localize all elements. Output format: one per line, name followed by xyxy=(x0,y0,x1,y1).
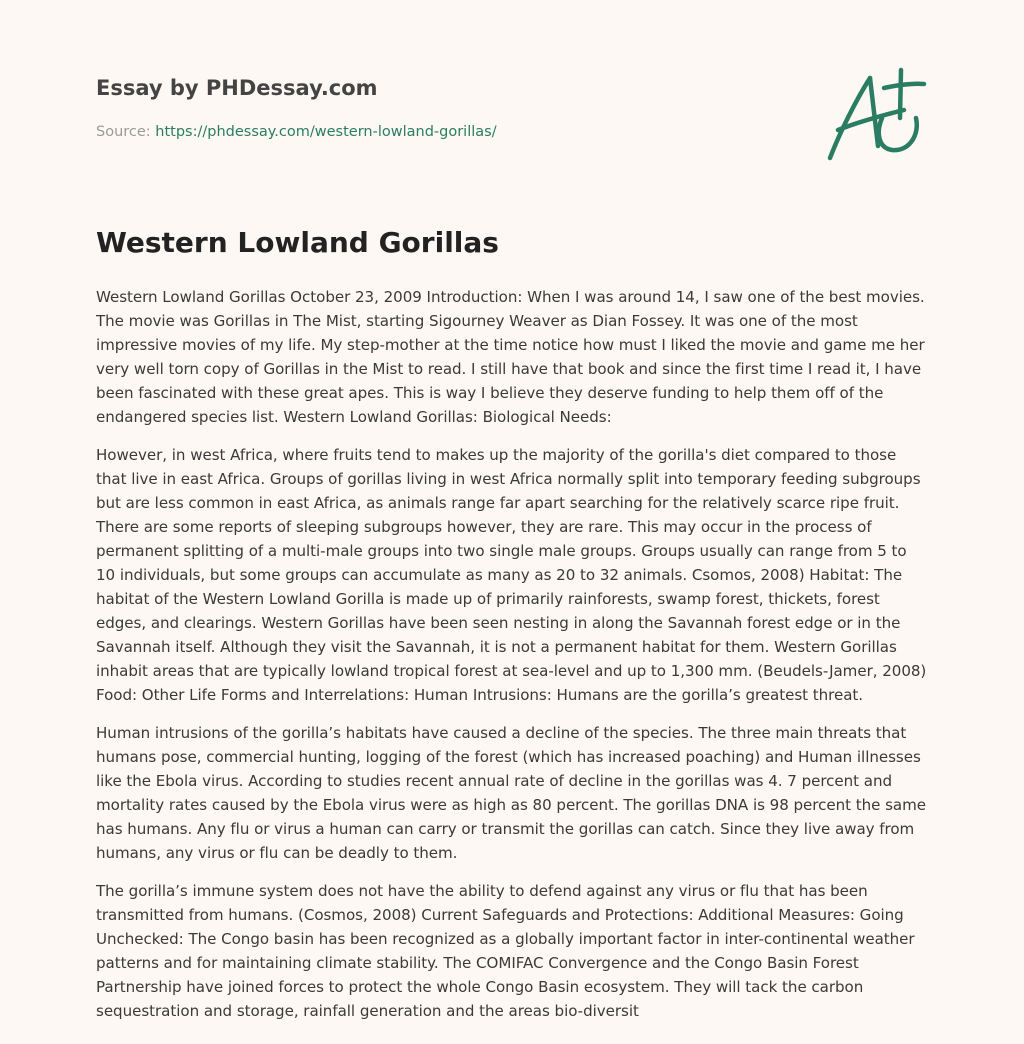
source-label: Source: xyxy=(96,124,156,140)
site-brand: Essay by PHDessay.com xyxy=(96,76,378,100)
essay-paragraph: Western Lowland Gorillas October 23, 2009 Introduction: When I was around 14, I saw one of the best movies. The movie was Gorillas in The Mist, starting Sigourney Weaver as Dian Fossey. It was one of the most impressive movies of my life. My step-mother at the time notice how must I liked the movie and game me her very well torn copy of Gorillas in the Mist to read. I still have that book and since the first time I read it, I have been fascinated with these great apes. This is way I believe they deserve funding to help them off of the endangered species list. Western Lowland Gorillas: Biological Needs: xyxy=(96,288,925,426)
essay-paragraph: Human intrusions of the gorilla’s habitats have caused a decline of the species. The three main threats that humans pose, commercial hunting, logging of the forest (which has increased poaching) and Human illnesses like the Ebola virus. According to studies recent annual rate of decline in the gorillas was 4. 7 percent and mortality rates caused by the Ebola virus were as high as 80 percent. The gorillas DNA is 98 percent the same has humans. Any flu or virus a human can carry or transmit the gorillas can catch. Since they live away from humans, any virus or flu can be deadly to them. xyxy=(96,724,926,862)
essay-title: Western Lowland Gorillas xyxy=(96,226,499,259)
essay-paragraph: However, in west Africa, where fruits tend to makes up the majority of the gorilla's diet compared to those that live in east Africa. Groups of gorillas living in west Africa normally split into temporary feeding subgroups but are less common in east Africa, as animals range far apart searching for the relatively scarce ripe fruit. There are some reports of sleeping subgroups however, they are rare. This may occur in the process of permanent splitting of a multi-male groups into two single male groups. Groups usually can range from 5 to 10 individuals, but some groups can accumulate as many as 20 to 32 animals. Csomos, 2008) Habitat: The habitat of the Western Lowland Gorilla is made up of primarily rainforests, swamp forest, thickets, forest edges, and clearings. Western Gorillas have been seen nesting in along the Savannah forest edge or in the Savannah itself. Although they visit the Savannah, it is not a permanent habitat for them. Western Gorillas inhabit areas that are typically lowland tropical forest at sea-level and up to 1,300 mm. (Beudels-Jamer, 2008) Food: Other Life Forms and Interrelations: Human Intrusions: Humans are the gorilla’s greatest threat. xyxy=(96,446,927,704)
a-plus-grade-icon xyxy=(818,66,930,164)
essay-body xyxy=(96,285,930,1037)
source-line xyxy=(96,124,497,140)
essay-paragraph: The gorilla’s immune system does not have the ability to defend against any virus or flu that has been transmitted from humans. (Cosmos, 2008) Current Safeguards and Protections: Additional Measures: Going Unchecked: The Congo basin has been recognized as a globally important factor in inter-continental weather patterns and for maintaining climate stability. The COMIFAC Convergence and the Congo Basin Forest Partnership have joined forces to protect the whole Congo Basin ecosystem. They will tack the carbon sequestration and storage, rainfall generation and the areas bio-diversit xyxy=(96,882,915,1020)
source-link[interactable]: https://phdessay.com/western-lowland-gorillas/ xyxy=(155,124,497,140)
